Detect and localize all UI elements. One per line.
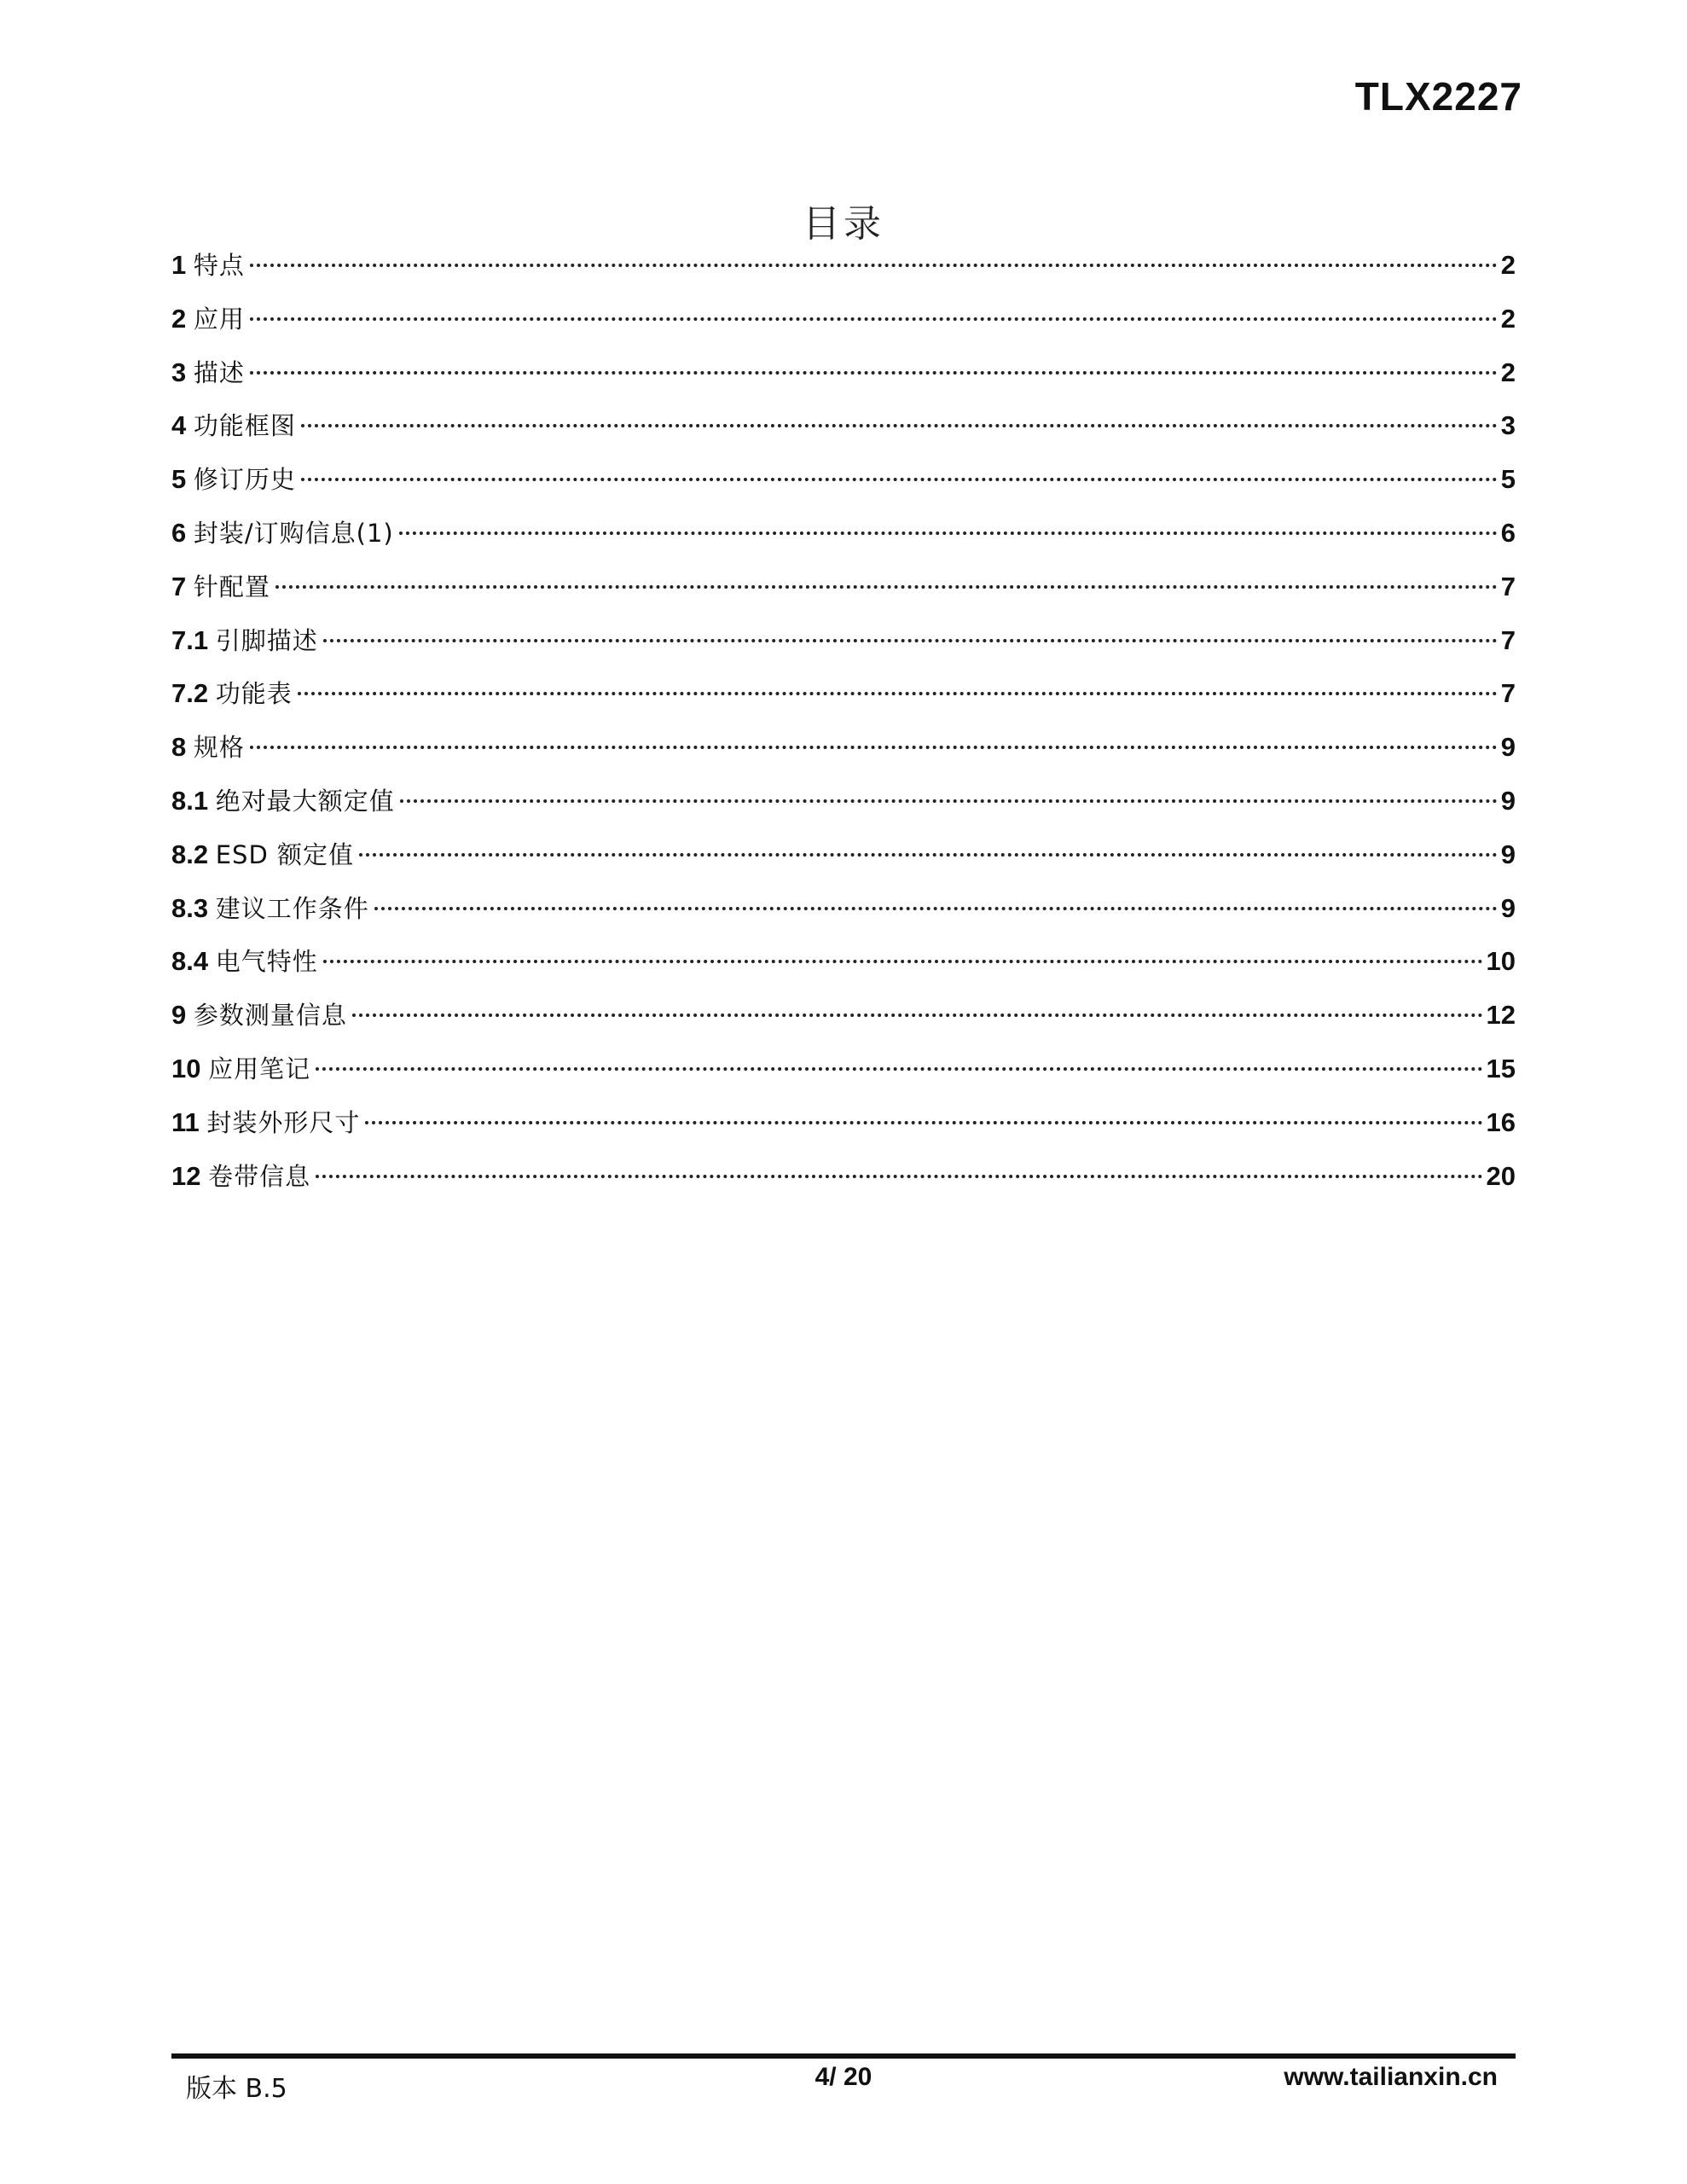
toc-dot-leader — [374, 907, 1498, 910]
toc-entry-title: 功能表 — [215, 679, 293, 709]
toc-entry-title: 修订历史 — [193, 465, 296, 495]
footer-divider — [171, 2053, 1516, 2059]
toc-entry-8-2[interactable] — [171, 833, 1516, 886]
toc-entry-number: 3 — [171, 357, 194, 387]
toc-entry-page: 5 — [1500, 464, 1516, 495]
toc-entry-page: 9 — [1500, 839, 1516, 869]
toc-entry-8-4[interactable] — [171, 939, 1516, 993]
toc-entry-number: 8 — [171, 732, 194, 763]
toc-entry-number: 2 — [171, 303, 194, 334]
toc-entry-page: 7 — [1500, 571, 1516, 601]
toc-entry-number: 6 — [171, 517, 194, 548]
toc-entry-number: 7.2 — [171, 678, 216, 709]
toc-entry-9[interactable] — [171, 993, 1516, 1047]
toc-dot-leader — [301, 424, 1498, 427]
toc-entry-page: 7 — [1500, 678, 1516, 709]
toc-entry-3[interactable] — [171, 351, 1516, 404]
toc-entry-title: 应用笔记 — [208, 1054, 311, 1083]
toc-entry-number: 8.2 — [171, 839, 216, 869]
toc-entry-12[interactable] — [171, 1154, 1516, 1208]
toc-entry-number: 11 — [171, 1107, 207, 1137]
toc-entry-number: 12 — [171, 1160, 209, 1191]
footer-version: 版本 B.5 — [186, 2074, 287, 2104]
toc-entry-page: 20 — [1486, 1160, 1516, 1191]
toc-entry-number: 5 — [171, 464, 194, 495]
toc-entry-number: 4 — [171, 410, 194, 441]
toc-entry-number: 8.4 — [171, 946, 216, 977]
footer-page-number: 4/ 20 — [815, 2063, 872, 2091]
toc-entry-page: 6 — [1500, 517, 1516, 548]
toc-entry-title: 描述 — [193, 357, 245, 387]
toc-dot-leader — [250, 371, 1498, 375]
toc-entry-2[interactable] — [171, 297, 1516, 351]
toc-entry-number: 8.3 — [171, 892, 216, 923]
toc-entry-number: 10 — [171, 1053, 209, 1083]
toc-entry-title: 封装/订购信息(1) — [193, 518, 394, 548]
toc-entry-7-2[interactable] — [171, 671, 1516, 725]
toc-entry-page: 3 — [1500, 410, 1516, 441]
toc-entry-title: 规格 — [193, 733, 245, 763]
toc-entry-number: 7.1 — [171, 624, 216, 655]
toc-entry-1[interactable] — [171, 243, 1516, 297]
toc-entry-8[interactable] — [171, 725, 1516, 779]
toc-entry-page: 16 — [1486, 1107, 1516, 1137]
toc-entry-8-1[interactable] — [171, 779, 1516, 833]
toc-entry-title: ESD 额定值 — [215, 839, 354, 869]
toc-entry-5[interactable] — [171, 457, 1516, 511]
toc-dot-leader — [359, 853, 1498, 857]
toc-dot-leader — [275, 585, 1498, 589]
toc-entry-page: 10 — [1486, 946, 1516, 977]
toc-entry-10[interactable] — [171, 1047, 1516, 1101]
toc-heading: 目录 — [803, 202, 884, 246]
toc-entry-8-3[interactable] — [171, 886, 1516, 940]
toc-dot-leader — [316, 1175, 1482, 1178]
toc-entry-title: 电气特性 — [215, 947, 318, 977]
toc-dot-leader — [298, 692, 1498, 695]
toc-entry-6[interactable] — [171, 511, 1516, 565]
toc-entry-title: 封装外形尺寸 — [206, 1107, 361, 1137]
toc-entry-page: 2 — [1500, 357, 1516, 387]
toc-entry-number: 7 — [171, 571, 194, 601]
document-title: TLX2227 — [1354, 74, 1522, 119]
toc-entry-page: 15 — [1486, 1053, 1516, 1083]
toc-dot-leader — [399, 531, 1498, 535]
toc-entry-page: 2 — [1500, 250, 1516, 280]
toc-entry-11[interactable] — [171, 1101, 1516, 1154]
toc-dot-leader — [323, 639, 1498, 642]
footer-website-link[interactable]: www.tailianxin.cn — [1284, 2063, 1498, 2091]
toc-entry-4[interactable] — [171, 404, 1516, 457]
toc-entry-title: 应用 — [193, 304, 245, 334]
toc-dot-leader — [400, 799, 1498, 803]
toc-entry-title: 引脚描述 — [215, 625, 318, 655]
toc-entry-number: 1 — [171, 250, 194, 280]
toc-dot-leader — [365, 1121, 1482, 1124]
toc-entry-title: 功能框图 — [193, 411, 296, 441]
toc-dot-leader — [250, 317, 1498, 321]
toc-entry-number: 8.1 — [171, 785, 216, 816]
toc-entry-title: 特点 — [193, 251, 245, 280]
toc-entry-title: 绝对最大额定值 — [215, 786, 395, 816]
toc-entry-page: 7 — [1500, 624, 1516, 655]
toc-dot-leader — [301, 478, 1498, 481]
toc-entry-page: 9 — [1500, 892, 1516, 923]
toc-entry-page: 12 — [1486, 1000, 1516, 1031]
toc-entry-page: 2 — [1500, 303, 1516, 334]
toc-dot-leader — [250, 746, 1498, 749]
toc-entry-title: 参数测量信息 — [193, 1001, 347, 1031]
toc-dot-leader — [250, 264, 1498, 267]
table-of-contents — [171, 243, 1516, 1207]
toc-dot-leader — [323, 960, 1483, 963]
toc-entry-7-1[interactable] — [171, 619, 1516, 672]
toc-entry-7[interactable] — [171, 565, 1516, 619]
toc-entry-title: 针配置 — [193, 572, 270, 601]
toc-entry-page: 9 — [1500, 732, 1516, 763]
toc-entry-title: 卷带信息 — [208, 1161, 311, 1191]
toc-entry-number: 9 — [171, 1000, 194, 1031]
toc-dot-leader — [352, 1014, 1483, 1017]
toc-dot-leader — [316, 1067, 1482, 1071]
toc-entry-page: 9 — [1500, 785, 1516, 816]
toc-entry-title: 建议工作条件 — [215, 893, 369, 923]
